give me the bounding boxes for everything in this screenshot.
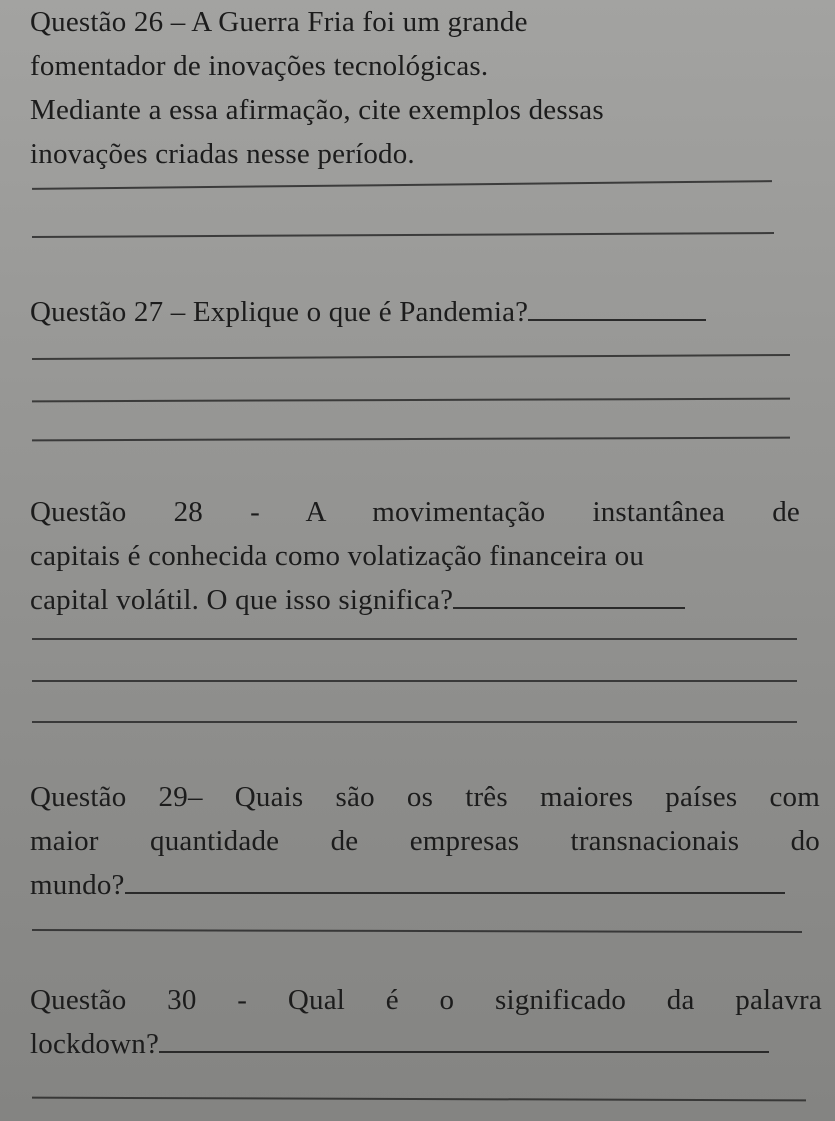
answer-blank[interactable] bbox=[528, 319, 706, 321]
answer-line[interactable] bbox=[32, 437, 790, 442]
question-28-line-1: Questão 28 - A movimentação instantânea de bbox=[30, 496, 800, 528]
answer-blank[interactable] bbox=[453, 607, 685, 609]
question-28-line-3: capital volátil. O que isso significa? bbox=[30, 584, 454, 616]
answer-blank[interactable] bbox=[125, 892, 785, 894]
question-29 bbox=[30, 775, 820, 907]
question-26-line-4: inovações criadas nesse período. bbox=[30, 138, 415, 170]
answer-line[interactable] bbox=[32, 354, 790, 360]
question-30-line-2: lockdown? bbox=[30, 1028, 160, 1060]
question-27 bbox=[30, 290, 790, 334]
answer-blank[interactable] bbox=[159, 1051, 769, 1053]
question-30 bbox=[30, 978, 822, 1066]
question-28-cont bbox=[30, 534, 810, 622]
answer-line[interactable] bbox=[32, 929, 802, 933]
question-29-line-2: maior quantidade de empresas transnacionais do bbox=[30, 825, 820, 857]
question-26-line-3: Mediante a essa afirmação, cite exemplos dessas bbox=[30, 94, 604, 126]
answer-line[interactable] bbox=[32, 1097, 806, 1102]
question-26-line-2: fomentador de inovações tecnológicas. bbox=[30, 50, 489, 82]
answer-line[interactable] bbox=[32, 398, 790, 403]
question-26 bbox=[30, 0, 750, 176]
question-27-text: Questão 27 – Explique o que é Pandemia? bbox=[30, 296, 529, 328]
answer-line[interactable] bbox=[32, 232, 774, 238]
question-30-line-1: Questão 30 - Qual é o significado da palavra bbox=[30, 984, 822, 1016]
question-29-line-3: mundo? bbox=[30, 869, 125, 901]
question-28-line-2: capitais é conhecida como volatização financeira ou bbox=[30, 540, 645, 572]
answer-line[interactable] bbox=[32, 680, 797, 682]
question-28 bbox=[30, 490, 800, 534]
question-26-line-1: Questão 26 – A Guerra Fria foi um grande bbox=[30, 6, 528, 38]
question-29-line-1: Questão 29– Quais são os três maiores países com bbox=[30, 781, 820, 813]
answer-line[interactable] bbox=[32, 180, 772, 190]
answer-line[interactable] bbox=[32, 638, 797, 640]
answer-line[interactable] bbox=[32, 721, 797, 723]
